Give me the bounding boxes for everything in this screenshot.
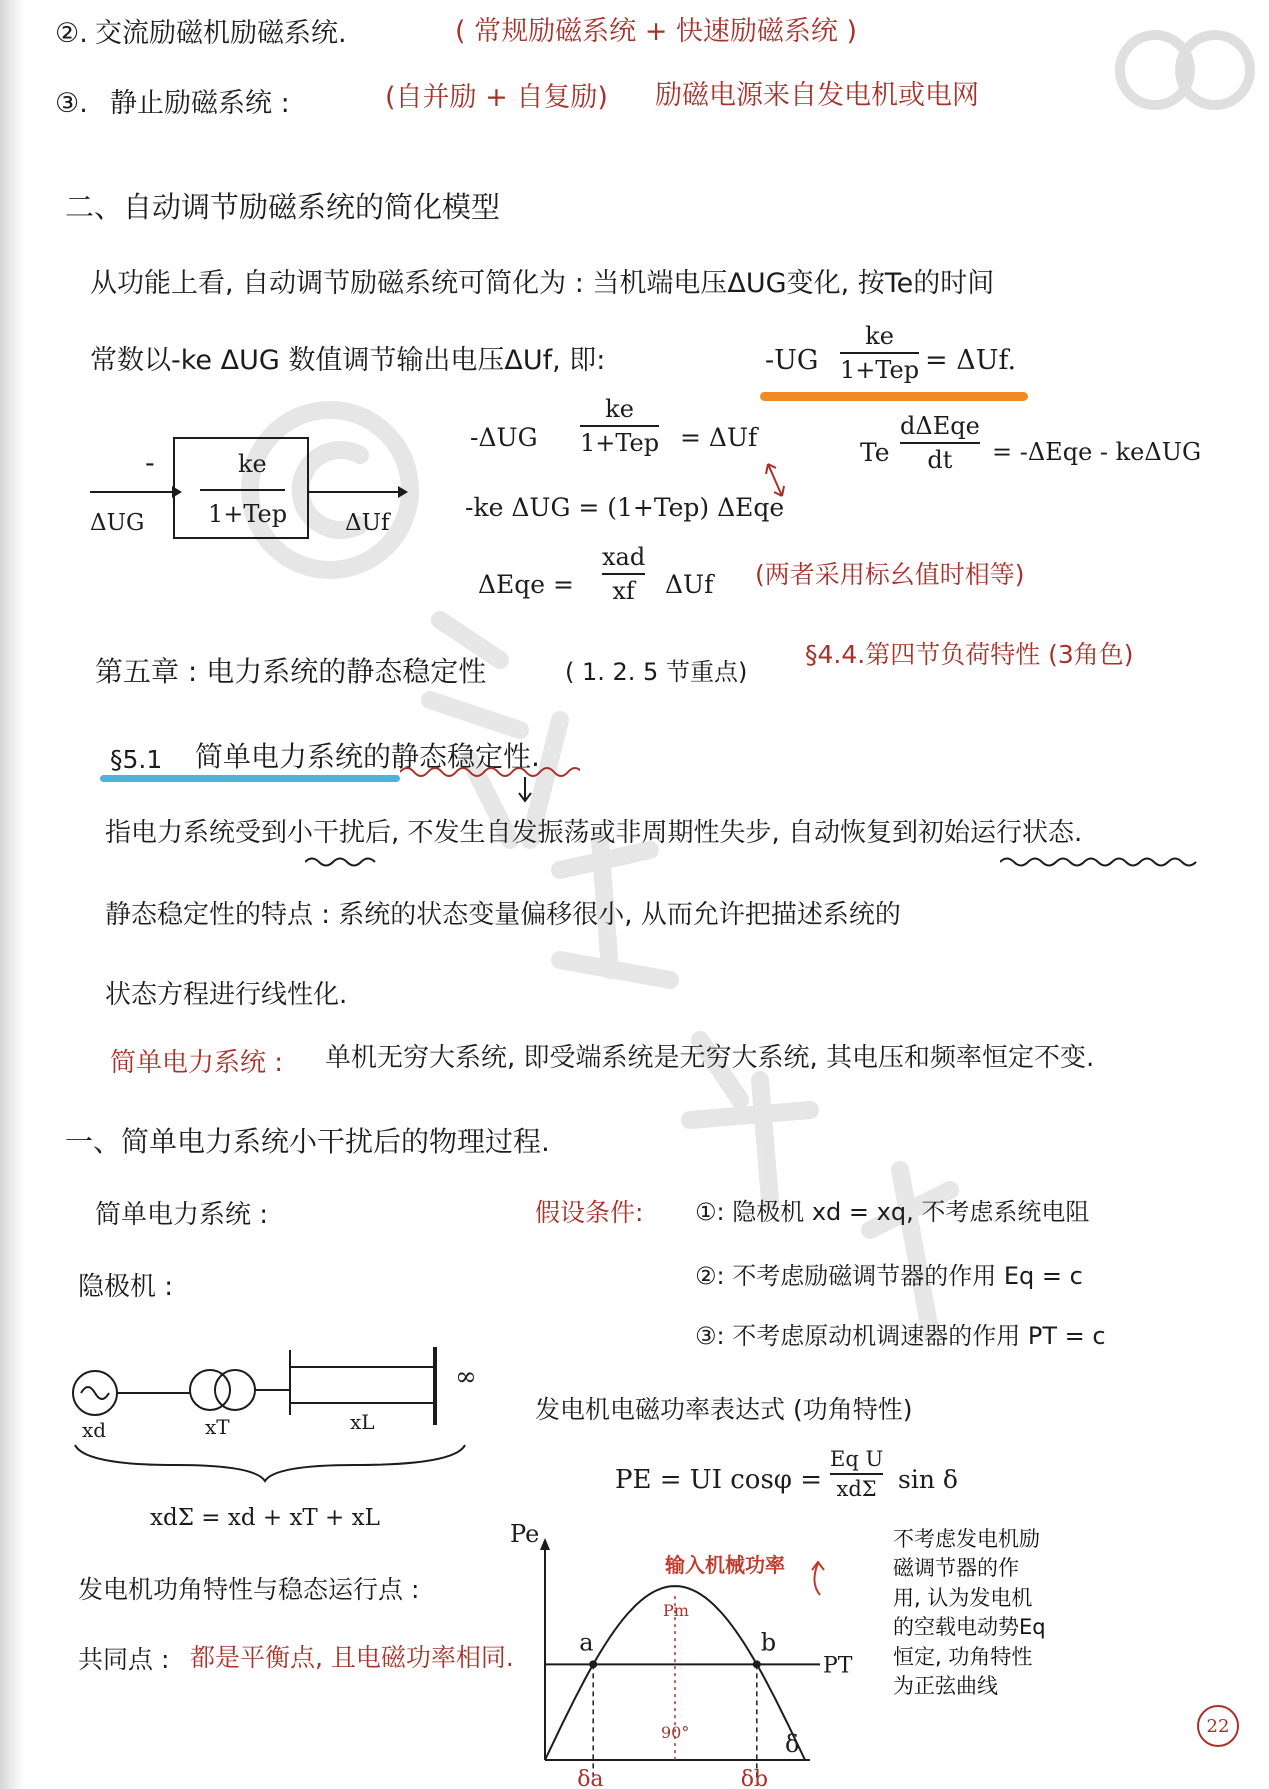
definition-line: 状态方程进行线性化. xyxy=(105,980,348,1010)
reactance-label: xT xyxy=(205,1415,230,1439)
note-line: 的空载电动势Eq xyxy=(893,1615,1046,1640)
equation-part: = -ΔEqe - keΔUG xyxy=(992,438,1202,466)
point-label-a: a xyxy=(579,1628,594,1657)
output-label: ΔUf xyxy=(345,510,390,536)
pt-label: PT xyxy=(823,1653,853,1679)
output-arrowhead xyxy=(398,486,408,498)
equation-fraction xyxy=(602,543,645,605)
pointer-arrow xyxy=(515,775,535,805)
wavy-underline xyxy=(305,855,385,869)
fraction-numerator: ke xyxy=(865,322,894,350)
system-circuit xyxy=(65,1345,485,1495)
note-line: 用, 认为发电机 xyxy=(893,1585,1033,1610)
block-numerator: ke xyxy=(238,450,267,478)
equation-fraction xyxy=(840,322,919,384)
reactance-label: xL xyxy=(350,1410,375,1434)
equation-part: -ΔUG xyxy=(470,423,538,452)
chapter-side-note: §4.4.第四节负荷特性 (3角色) xyxy=(805,640,1134,669)
y-axis-arrowhead xyxy=(540,1538,550,1550)
infinity-symbol: ∞ xyxy=(455,1362,477,1392)
page-number: 22 xyxy=(1197,1705,1239,1747)
line-red-text: ( 常规励磁系统 + 快速励磁系统 ) xyxy=(455,16,858,47)
data-point-a xyxy=(589,1660,597,1668)
page-edge xyxy=(0,0,24,1789)
power-angle-chart xyxy=(500,1520,880,1789)
equation-part: PE = UI cosφ = xyxy=(615,1465,823,1495)
wavy-underline xyxy=(400,764,580,780)
fraction-denominator: 1+Tep xyxy=(580,429,660,457)
chart-caption: 发电机功角特性与稳态运行点 : xyxy=(78,1575,420,1604)
chapter-title: 第五章 : 电力系统的静态稳定性 xyxy=(95,655,487,688)
equation-part: = ΔUf. xyxy=(925,345,1017,376)
point-label-b: b xyxy=(760,1628,777,1657)
chapter-focus: ( 1. 2. 5 节重点) xyxy=(565,658,748,686)
equation-note: (两者采用标幺值时相等) xyxy=(755,560,1025,589)
common-text: 都是平衡点, 且电磁功率相同. xyxy=(190,1643,514,1672)
fraction-numerator: xad xyxy=(602,543,646,571)
blue-highlight xyxy=(100,775,400,782)
data-point-b xyxy=(753,1660,761,1668)
tick-label-delta-b: δb xyxy=(740,1767,769,1789)
power-expression-title: 发电机电磁功率表达式 (功角特性) xyxy=(535,1395,913,1424)
y-axis-label: Pe xyxy=(510,1520,540,1548)
line-red-text: 励磁电源来自发电机或电网 xyxy=(655,80,979,111)
definition-red-label: 简单电力系统 : xyxy=(110,1048,284,1078)
brace xyxy=(75,1445,465,1481)
note-line: 恒定, 功角特性 xyxy=(893,1644,1033,1669)
equation-fraction xyxy=(830,1447,883,1501)
fraction-denominator: xf xyxy=(612,577,635,605)
fraction-numerator: ke xyxy=(605,395,634,423)
fraction-bar xyxy=(830,1473,883,1475)
list-number: ②. xyxy=(55,18,88,49)
orange-highlight xyxy=(760,392,1028,401)
assumption-item: ①: 隐极机 xd = xq, 不考虑系统电阻 xyxy=(695,1198,1090,1226)
fraction-numerator: dΔEqe xyxy=(900,412,980,440)
section-title: 简单电力系统的静态稳定性. xyxy=(195,740,540,773)
fraction-numerator: Eq U xyxy=(830,1447,884,1471)
line-text: 静止励磁系统 : xyxy=(110,88,290,119)
section-heading: 一、简单电力系统小干扰后的物理过程. xyxy=(65,1125,550,1158)
reactance-sum: xdΣ = xd + xT + xL xyxy=(150,1505,380,1531)
equation-part: -UG xyxy=(765,345,819,376)
fraction-bar xyxy=(900,442,980,444)
definition-line: 指电力系统受到小干扰后, 不发生自发振荡或非周期性失步, 自动恢复到初始运行状态. xyxy=(105,818,1083,848)
tick-label-delta-a: δa xyxy=(577,1767,604,1789)
ninety-label: 90° xyxy=(661,1723,690,1742)
fraction-bar xyxy=(580,425,659,427)
paragraph-line: 从功能上看, 自动调节励磁系统可简化为 : 当机端电压ΔUG变化, 按Te的时间 xyxy=(90,268,995,299)
label-text: 简单电力系统 : xyxy=(95,1200,269,1230)
fraction-denominator: 1+Tep xyxy=(840,356,920,384)
line-text: 交流励磁机励磁系统. xyxy=(95,18,347,49)
assumption-item: ②: 不考虑励磁调节器的作用 Eq = c xyxy=(695,1262,1083,1290)
fraction-bar xyxy=(602,573,645,575)
equation-part: ΔUf xyxy=(665,570,714,599)
printed-note xyxy=(893,1525,1046,1701)
list-number: ③. xyxy=(55,88,88,119)
peak-label: Pm xyxy=(663,1601,689,1621)
note-line: 磁调节器的作 xyxy=(893,1556,1019,1581)
reactance-label: xd xyxy=(82,1418,107,1442)
input-power-arrow xyxy=(812,1562,824,1595)
assumption-label: 假设条件: xyxy=(535,1198,644,1227)
equation-part: sin δ xyxy=(898,1465,958,1494)
sine-icon xyxy=(81,1387,109,1399)
wavy-underline xyxy=(1000,855,1200,869)
section-number: §5.1 xyxy=(110,745,163,774)
transformer-coil xyxy=(215,1370,255,1410)
input-label: ΔUG xyxy=(90,510,145,536)
equation-fraction xyxy=(580,395,659,457)
fraction-bar xyxy=(840,352,919,354)
fraction-denominator: xdΣ xyxy=(836,1477,877,1501)
input-power-label: 输入机械功率 xyxy=(665,1553,785,1577)
note-line: 为正弦曲线 xyxy=(893,1673,998,1698)
paragraph-line: 常数以-ke ΔUG 数值调节输出电压ΔUf, 即: xyxy=(90,345,606,376)
section-heading: 二、自动调节励磁系统的简化模型 xyxy=(65,190,501,224)
fraction-denominator: dt xyxy=(927,446,953,474)
definition-line: 静态稳定性的特点 : 系统的状态变量偏移很小, 从而允许把描述系统的 xyxy=(105,900,901,930)
label-text: 隐极机 : xyxy=(78,1272,174,1302)
x-axis-label: δ xyxy=(785,1730,800,1758)
equation-line: -ke ΔUG = (1+Tep) ΔEqe xyxy=(465,493,785,522)
assumption-item: ③: 不考虑原动机调速器的作用 PT = c xyxy=(695,1322,1106,1350)
transformer-coil xyxy=(190,1370,230,1410)
minus-sign: - xyxy=(145,448,155,479)
definition-line: 单机无穷大系统, 即受端系统是无穷大系统, 其电压和频率恒定不变. xyxy=(325,1043,1095,1073)
equation-fraction xyxy=(900,412,980,474)
equation-part: = ΔUf xyxy=(680,423,758,452)
equation-part: ΔEqe = xyxy=(478,570,574,599)
equation-part: Te xyxy=(860,438,890,467)
block-denominator: 1+Tep xyxy=(208,500,288,528)
line-red-text: (自并励 + 自复励) xyxy=(385,82,608,113)
note-line: 不考虑发电机励 xyxy=(893,1527,1040,1551)
label-text: 共同点 : xyxy=(78,1645,170,1674)
